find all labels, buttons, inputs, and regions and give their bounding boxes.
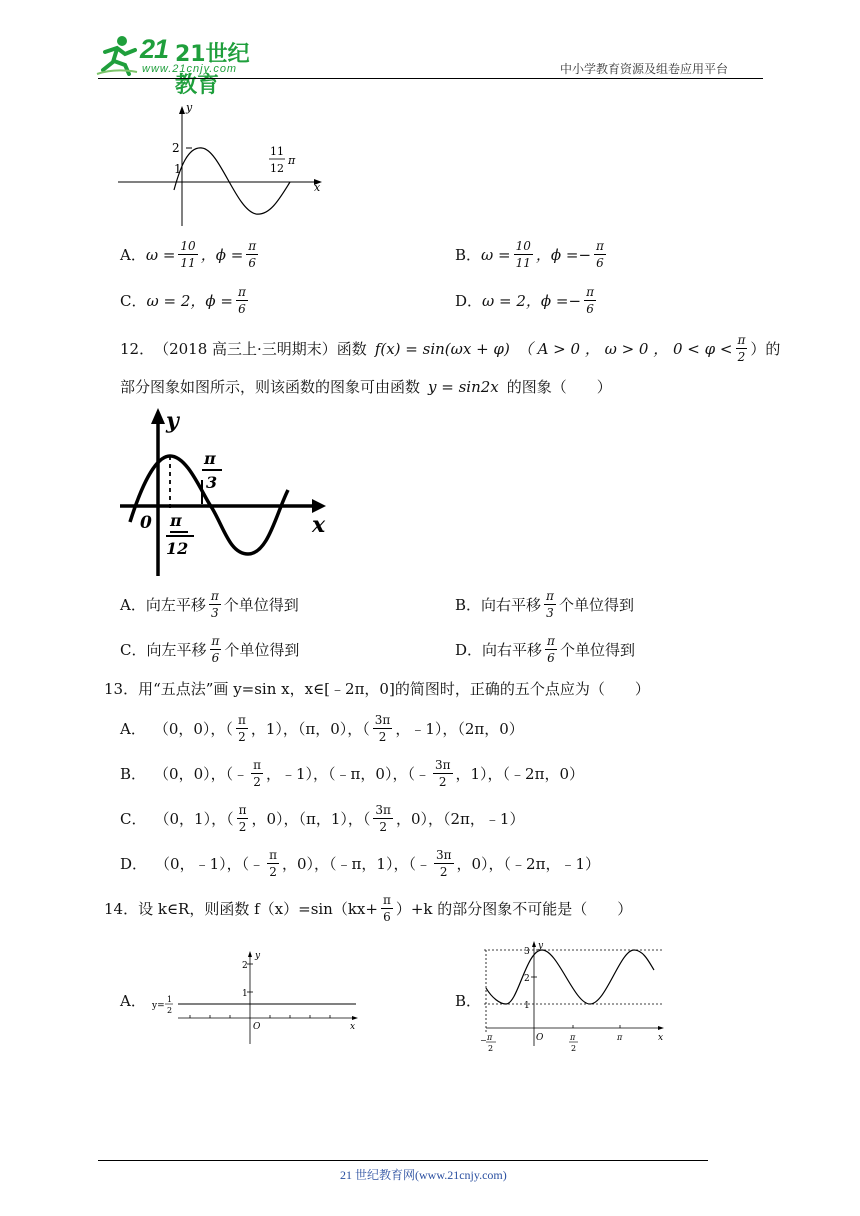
option-letter: D．: [455, 641, 483, 659]
option-letter: B．: [120, 765, 147, 783]
omega-text: ω = 2: [482, 291, 526, 310]
q11-option-d[interactable]: D． ω = 2 ，ϕ = − $\frac{\pi}{6}$: [455, 285, 594, 316]
q14a-line-label: y=: [152, 1001, 165, 1011]
q13-option-c[interactable]: C． （0，1），（ $\frac{\pi}{2}$ ，0），（π，1），（ $\frac{3\pi}{2}$ ，0），（2π，﹣1）: [120, 803, 525, 834]
phi-text: ，ϕ =: [525, 292, 569, 310]
footer-text[interactable]: 21 世纪教育网(www.21cnjy.com): [340, 1168, 507, 1182]
option-letter: C．: [120, 810, 147, 828]
q11-y-label: y: [186, 101, 193, 114]
q14a-tick-2: 2: [242, 961, 248, 971]
header-divider: [98, 78, 763, 79]
q11-option-c[interactable]: [120, 286, 251, 315]
omega-fraction: $\frac{10}{11}$: [180, 239, 196, 270]
site-logo: [95, 34, 265, 98]
option-letter: D．: [120, 855, 148, 873]
q14b-tick-1: 1: [524, 1001, 530, 1011]
q12-option-a[interactable]: A． 向左平移 $\frac{\pi}{3}$ 个单位得到: [120, 589, 299, 620]
q12-option-b[interactable]: B． 向右平移 $\frac{\pi}{3}$ 个单位得到: [455, 589, 634, 620]
point-fraction: $\frac{\pi}{2}$: [237, 713, 246, 744]
q13-option-d[interactable]: D． （0，﹣1），（﹣ $\frac{\pi}{2}$ ，0），（﹣π，1），（﹣ $\frac{3\pi}{2}$ ，0），（﹣2π，﹣1）: [120, 848, 600, 879]
q12-stem-line1: 12． （2018 高三上·三明期末）函数 f(x) = sin(ωx + φ) （ A > 0 ， ω > 0 ， 0 < φ < $\frac{\pi}{2}$ ）的: [120, 333, 781, 364]
q12-x-label: x: [312, 512, 326, 538]
phi-fraction: $\frac{\pi}{6}$: [586, 285, 594, 316]
q12-sine-graph: [112, 404, 342, 582]
q12-bot-num: π: [170, 511, 182, 530]
q11-frac-num: 11: [270, 145, 284, 158]
q12-top-den: 3: [206, 473, 218, 492]
q12-y-label: y: [166, 408, 179, 434]
q11-pi: π: [288, 154, 296, 167]
q14b-neg-pi: π: [487, 1033, 493, 1042]
q14b-half-pi: π: [570, 1033, 576, 1042]
q14a-half-den: 2: [167, 1006, 173, 1015]
phi-fraction: $\frac{\pi}{6}$: [237, 285, 246, 316]
option-letter: A．: [120, 720, 146, 738]
q12-bot-den: 12: [166, 539, 189, 558]
q14-stem: 14．设 k∈R，则函数 f（x）=sin（kx+ $\frac{\pi}{6}$ ）+k 的部分图象不可能是（ ）: [104, 893, 633, 924]
q14b-tick-2: 2: [524, 974, 530, 984]
q12-origin: 0: [140, 513, 152, 533]
q12-option-d[interactable]: D． 向右平移 $\frac{\pi}{6}$ 个单位得到: [455, 634, 635, 665]
logo-url: www.21cnjy.com: [142, 63, 238, 75]
shift-fraction: $\frac{\pi}{6}$: [211, 634, 220, 665]
q14a-x-label: x: [350, 1022, 356, 1032]
base-function: y = sin2x: [428, 377, 499, 396]
q14-option-b-graph: [478, 938, 676, 1060]
q14a-origin: O: [253, 1022, 261, 1032]
q11-option-a[interactable]: [120, 240, 261, 269]
omega-text: ω =: [145, 245, 176, 264]
q12-option-c[interactable]: C． 向左平移 $\frac{\pi}{6}$ 个单位得到: [120, 634, 300, 665]
q14b-y-label: y: [538, 941, 544, 951]
q11-x-label: x: [314, 181, 321, 194]
q14-stem-fraction: $\frac{\pi}{6}$: [382, 893, 391, 924]
option-letter: A．: [120, 246, 146, 264]
q14a-tick-1: 1: [242, 989, 248, 999]
option-letter: B．: [455, 992, 482, 1010]
question-number: 12．: [120, 340, 155, 358]
q14b-neg: −: [480, 1036, 487, 1045]
q14b-origin: O: [536, 1033, 544, 1043]
question-source: （2018 高三上·三明期末）函数: [154, 340, 367, 358]
logo-text: 21世纪教育: [175, 42, 250, 98]
q13-option-a[interactable]: A． （0，0），（ $\frac{\pi}{2}$ ，1），（π，0），（ $\frac{3\pi}{2}$ ，﹣1），（2π，0）: [120, 713, 524, 744]
phi-fraction: $\frac{\pi}{6}$: [248, 239, 257, 270]
point-fraction: $\frac{\pi}{2}$: [238, 803, 247, 834]
question-function: f(x) = sin(ωx + φ): [374, 339, 510, 358]
point-fraction: $\frac{3\pi}{2}$: [435, 848, 452, 879]
q11-sine-graph: [110, 98, 340, 230]
runner-logo-icon: [95, 34, 139, 76]
option-letter: A．: [120, 596, 146, 614]
q11-frac-den: 12: [270, 162, 284, 175]
header-tagline: 中小学教育资源及组卷应用平台: [560, 62, 729, 76]
footer-divider: [98, 1160, 708, 1161]
option-letter: B．: [455, 246, 482, 264]
phi-text: ，ϕ =: [190, 292, 233, 310]
point-fraction: $\frac{\pi}{2}$: [253, 758, 262, 789]
point-fraction: $\frac{\pi}{2}$: [269, 848, 278, 879]
omega-text: ω =: [481, 245, 511, 264]
option-letter: C．: [120, 292, 147, 310]
q14-option-a[interactable]: [120, 990, 146, 1011]
option-letter: D．: [455, 292, 483, 310]
point-fraction: $\frac{3\pi}{2}$: [375, 803, 391, 834]
q14b-half-two: 2: [571, 1044, 577, 1053]
q14b-tick-3: 3: [524, 947, 530, 957]
q14-option-a-graph: [148, 946, 363, 1046]
q14b-neg-two: 2: [488, 1044, 494, 1053]
option-letter: C．: [120, 641, 147, 659]
q11-option-b[interactable]: B． ω = $\frac{10}{11}$ ，ϕ = − $\frac{\pi}{6}$: [455, 239, 604, 270]
omega-text: ω = 2: [146, 291, 191, 310]
phi-fraction: $\frac{\pi}{6}$: [596, 239, 604, 270]
point-fraction: $\frac{3\pi}{2}$: [434, 758, 451, 789]
q12-top-num: π: [204, 449, 216, 468]
shift-fraction: $\frac{\pi}{3}$: [546, 589, 554, 620]
question-conditions: （ A > 0 ， ω > 0 ， 0 < φ <: [517, 340, 733, 358]
q14b-x-label: x: [658, 1033, 664, 1043]
phi-text: ，ϕ =: [200, 246, 244, 264]
q11-tick-2: 2: [172, 141, 180, 155]
q14b-pi: π: [617, 1033, 623, 1042]
shift-fraction: $\frac{\pi}{3}$: [210, 589, 219, 620]
option-letter: B．: [455, 596, 482, 614]
omega-fraction: $\frac{10}{11}$: [515, 239, 531, 270]
q11-tick-1: 1: [174, 162, 182, 176]
q14a-half-num: 1: [167, 995, 173, 1004]
option-letter: A．: [120, 992, 146, 1010]
logo-number: 21: [140, 34, 169, 64]
q14a-y-label: y: [255, 951, 261, 961]
point-fraction: $\frac{3\pi}{2}$: [374, 713, 391, 744]
shift-fraction: $\frac{\pi}{6}$: [547, 634, 555, 665]
phi-text: ，ϕ =: [535, 246, 579, 264]
q13-option-b[interactable]: B． （0，0），（﹣ $\frac{\pi}{2}$ ，﹣1），（﹣π，0），（﹣ $\frac{3\pi}{2}$ ，1），（﹣2π，0）: [120, 758, 584, 789]
q12-stem-line2: 部分图象如图所示，则该函数的图象可由函数 y = sin2x 的图象（ ）: [120, 377, 612, 396]
q13-stem: 13．用“五点法”画 y=sin x，x∈[﹣2π，0]的简图时，正确的五个点应为（ ）: [104, 680, 650, 698]
condition-fraction: $\frac{\pi}{2}$: [737, 333, 746, 364]
